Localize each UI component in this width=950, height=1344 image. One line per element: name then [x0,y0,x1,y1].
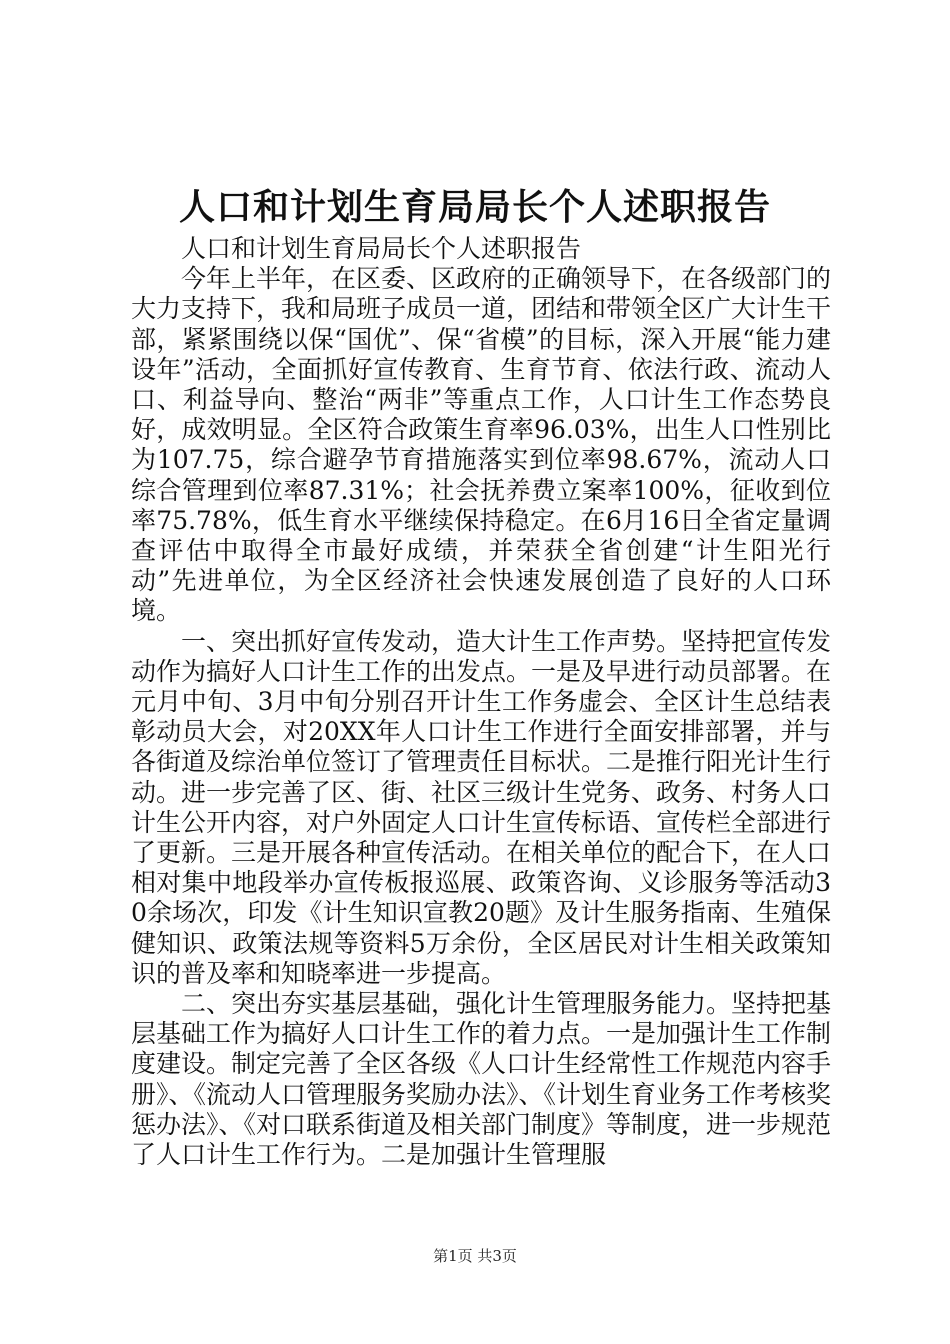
paragraph-intro: 今年上半年，在区委、区政府的正确领导下，在各级部门的大力支持下，我和局班子成员一道，团结和带领全区广大计生干部，紧紧围绕以保“国优”、保“省模”的目标，深入开展“能力建设年”活动，全面抓好宣传教育、生育节育、依法行政、流动人口、利益导向、整治“两非”等重点工作，人口计生工作态势良好，成效明显。全区符合政策生育率96.03%，出生人口性别比为107.75，综合避孕节育措施落实到位率98.67%，流动人口综合管理到位率87.31%；社会抚养费立案率100%，征收到位率75.78%，低生育水平继续保持稳定。在6月16日全省定量调查评估中取得全市最好成绩，并荣获全省创建“计生阳光行动”先进单位，为全区经济社会快速发展创造了良好的人口环境。 [131,264,832,626]
paragraph-section-two: 二、突出夯实基层基础，强化计生管理服务能力。坚持把基层基础工作为搞好人口计生工作的着力点。一是加强计生工作制度建设。制定完善了全区各级《人口计生经常性工作规范内容手册》、《流动人口管理服务奖励办法》、《计划生育业务工作考核奖惩办法》、《对口联系街道及相关部门制度》等制度，进一步规范了人口计生工作行为。二是加强计生管理服 [131,989,832,1170]
document-title: 人口和计划生育局局长个人述职报告 [178,186,771,228]
page-number-footer: 第1页 共3页 [433,1247,517,1265]
document-body [131,234,831,1170]
paragraph-subtitle: 人口和计划生育局局长个人述职报告 [181,234,582,263]
paragraph-section-one: 一、突出抓好宣传发动，造大计生工作声势。坚持把宣传发动作为搞好人口计生工作的出发点。一是及早进行动员部署。在元月中旬、3月中旬分别召开计生工作务虚会、全区计生总结表彰动员大会，对20XX年人口计生工作进行全面安排部署，并与各街道及综治单位签订了管理责任目标状。二是推行阳光计生行动。进一步完善了区、街、社区三级计生党务、政务、村务人口计生公开内容，对户外固定人口计生宣传标语、宣传栏全部进行了更新。三是开展各种宣传活动。在相关单位的配合下，在人口相对集中地段举办宣传板报巡展、政策咨询、义诊服务等活动30余场次，印发《计生知识宣教20题》及计生服务指南、生殖保健知识、政策法规等资料5万余份，全区居民对计生相关政策知识的普及率和知晓率进一步提高。 [131,626,832,988]
